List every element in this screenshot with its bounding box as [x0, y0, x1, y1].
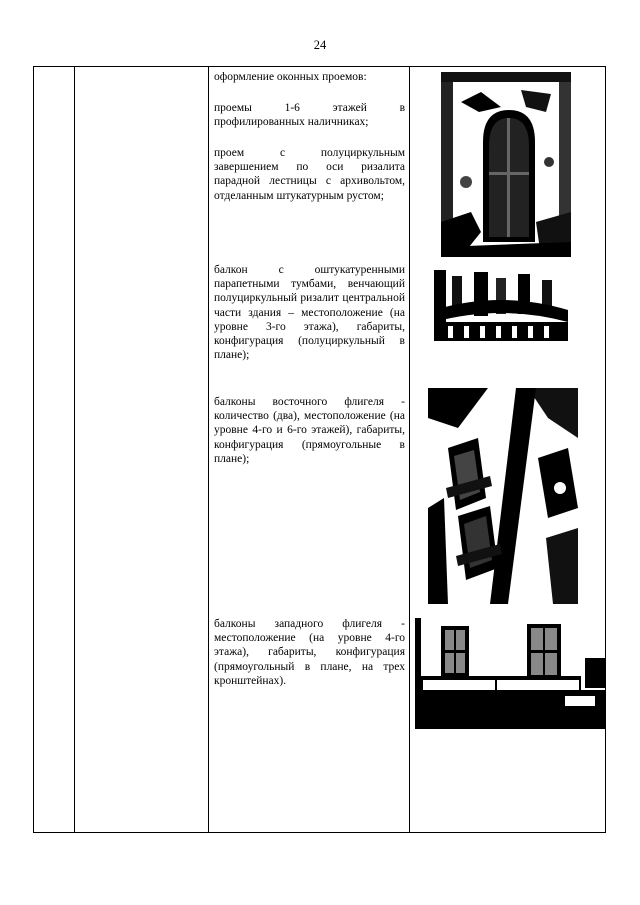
column-divider-3	[409, 66, 410, 833]
paragraph-west-wing-balconies: балконы западного флигеля - местоположение (на уровне 4-го этажа), габариты, конфигурация (прямоугольный в плане, на трех кронштейнах).	[214, 618, 405, 687]
photo-east-wing-balconies	[428, 388, 578, 604]
photo-west-wing-balcony	[415, 618, 605, 729]
photo-central-balcony	[434, 270, 568, 341]
paragraph-arched-opening: проем с полуциркульным завершением по оси ризалита парадной лестницы с архивольтом, отделанным штукатурным рустом;	[214, 147, 405, 202]
table-top-border	[33, 66, 606, 67]
paragraph-window-decoration: оформление оконных проемов:	[214, 71, 367, 83]
paragraph-central-balcony: балкон с оштукатуренными парапетными тумбами, венчающий полуциркульный ризалит центральной части здания – местоположение (на уровне 3-го этажа), габариты, конфигурация (полуциркульный в плане);	[214, 264, 405, 362]
paragraph-window-surrounds: проемы 1-6 этажей в профилированных наличниках;	[214, 102, 405, 129]
table-left-border	[33, 66, 34, 833]
table-right-border	[605, 66, 606, 833]
paragraph-east-wing-balconies: балконы восточного флигеля - количество (два), местоположение (на уровне 4-го и 6-го этажей), габариты, конфигурация (прямоугольные в плане);	[214, 396, 405, 465]
photo-arched-window	[441, 72, 571, 257]
page-number: 24	[313, 38, 327, 52]
column-divider-2	[208, 66, 209, 833]
column-divider-1	[74, 66, 75, 833]
table-bottom-border	[33, 832, 606, 833]
